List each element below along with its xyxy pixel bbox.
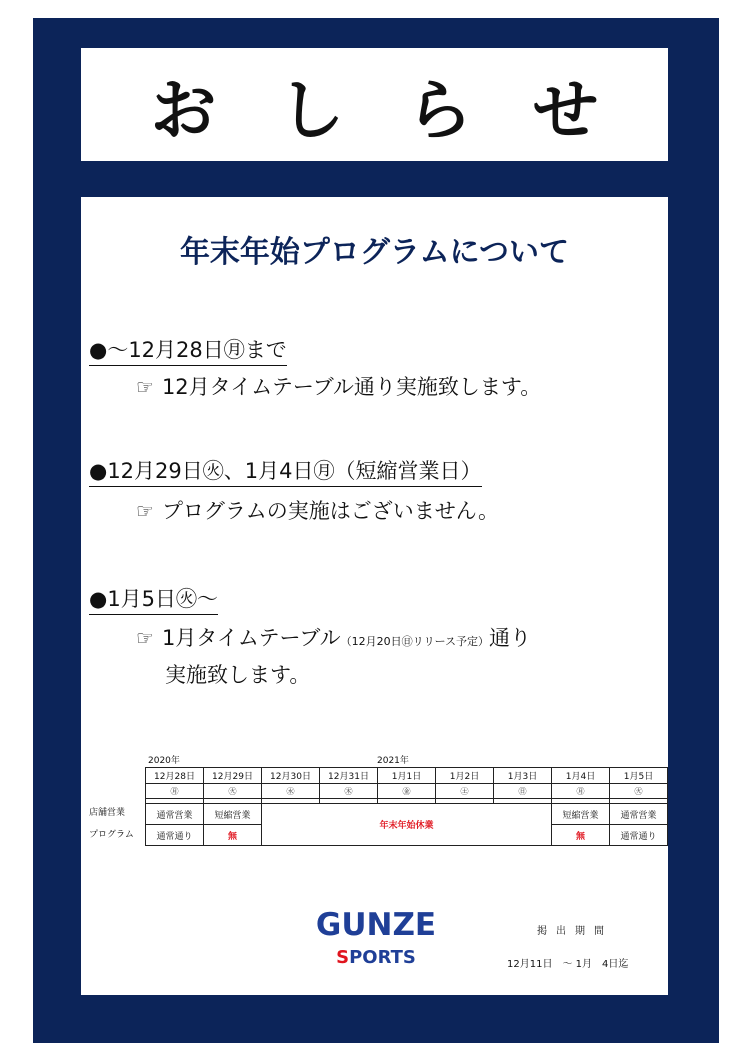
posting-period-label: 掲出期間 (537, 926, 613, 937)
program-cell: 無 (204, 825, 262, 846)
section-2-heading: ●12月29日㊋、1月4日㊊（短縮営業日） (89, 455, 482, 487)
store-cell: 通常営業 (146, 804, 204, 825)
date-cell: 1月3日 (494, 768, 552, 784)
closed-cell: 年末年始休業 (262, 804, 552, 846)
weekday-cell: ㊏ (436, 784, 494, 799)
section-1-text: 12月タイムテーブル通り実施致します。 (161, 375, 542, 399)
date-cell: 12月29日 (204, 768, 262, 784)
section-3-text-a: 1月タイムテーブル (161, 626, 341, 650)
weekday-cell: ㊋ (610, 784, 668, 799)
year-label-2020: 2020年 (148, 756, 180, 766)
weekday-cell: ㊊ (552, 784, 610, 799)
weekday-cell: ㊋ (204, 784, 262, 799)
notice-subtitle: 年末年始プログラムについて (179, 235, 570, 270)
section-1-heading: ●～12月28日㊊まで (89, 334, 287, 366)
pointing-hand-icon: ☞ (136, 375, 154, 399)
store-row (146, 804, 668, 825)
store-cell: 通常営業 (610, 804, 668, 825)
store-cell: 短縮営業 (552, 804, 610, 825)
store-cell: 短縮営業 (204, 804, 262, 825)
title-box (81, 48, 668, 161)
logo-sub-rest: PORTS (349, 947, 416, 968)
logo-main: GUNZE (315, 907, 437, 943)
section-3-text-c: 実施致します。 (165, 663, 311, 687)
program-cell: 通常通り (610, 825, 668, 846)
date-cell: 1月1日 (378, 768, 436, 784)
section-3-note: （12月20日㊐リリース予定） (340, 635, 490, 648)
date-cell: 12月28日 (146, 768, 204, 784)
weekday-cell: ㊌ (262, 784, 320, 799)
notice-panel (81, 197, 668, 995)
section-2-text: プログラムの実施はございません。 (161, 499, 499, 523)
schedule-table (145, 767, 668, 846)
program-cell: 無 (552, 825, 610, 846)
pointing-hand-icon: ☞ (136, 626, 154, 650)
logo-sub (306, 947, 446, 968)
weekday-cell: ㊎ (378, 784, 436, 799)
section-3-text-b: 通り (489, 626, 532, 650)
page-title: おしらせ (150, 72, 661, 149)
weekday-cell: ㊐ (494, 784, 552, 799)
section-3-heading: ●1月5日㊋～ (89, 583, 218, 615)
program-cell: 通常通り (146, 825, 204, 846)
weekday-row (146, 784, 668, 799)
section-1-body (136, 371, 541, 401)
date-row (146, 768, 668, 784)
pointing-hand-icon: ☞ (136, 499, 154, 523)
weekday-cell: ㊊ (146, 784, 204, 799)
section-2-body (136, 495, 499, 525)
date-cell: 1月5日 (610, 768, 668, 784)
logo-sub-first: S (336, 947, 350, 968)
weekday-cell: ㊍ (320, 784, 378, 799)
date-cell: 12月31日 (320, 768, 378, 784)
year-label-2021: 2021年 (377, 756, 409, 766)
posting-period: 12月11日 ～ 1月 4日迄 (507, 959, 629, 970)
section-3-body (136, 622, 531, 652)
date-cell: 12月30日 (262, 768, 320, 784)
row-label-store: 店舗営業 (89, 808, 126, 818)
date-cell: 1月2日 (436, 768, 494, 784)
row-label-program: プログラム (89, 830, 134, 840)
gunze-sports-logo (306, 907, 446, 968)
date-cell: 1月4日 (552, 768, 610, 784)
